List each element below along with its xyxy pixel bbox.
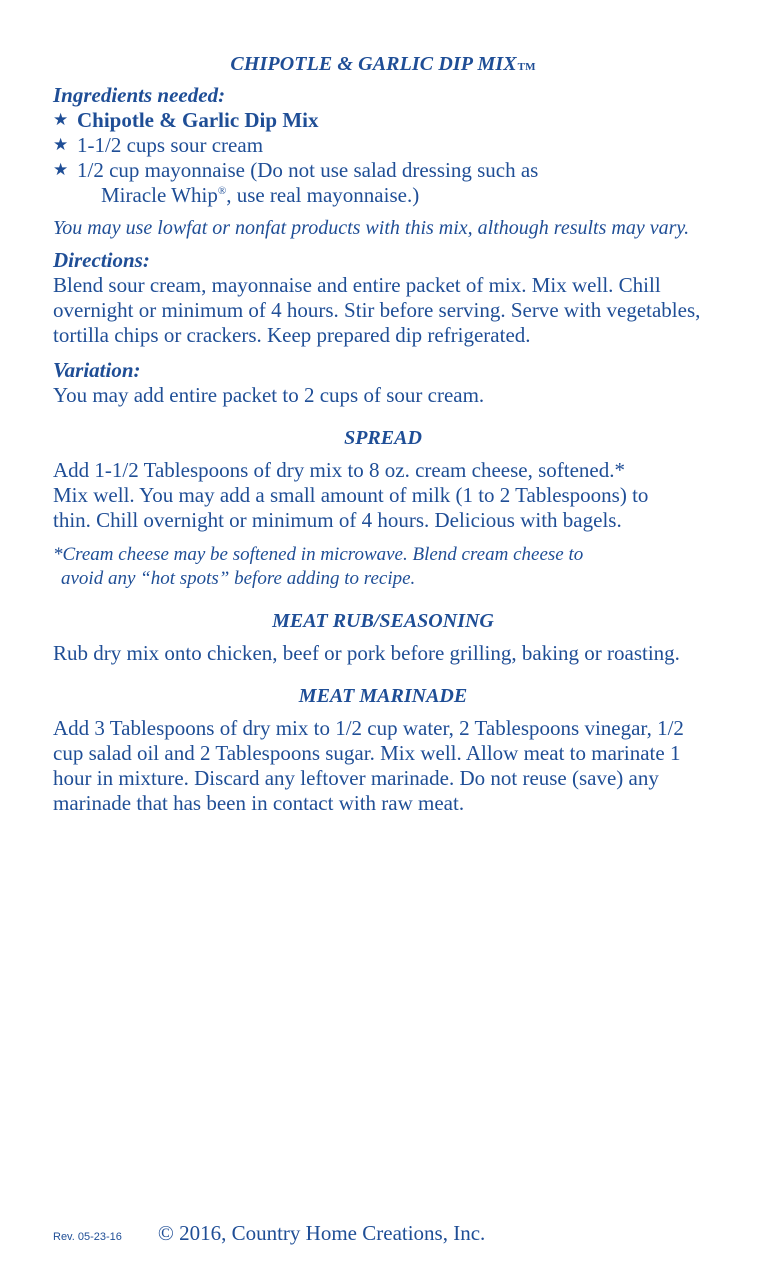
ingredient-item [53, 133, 713, 158]
meat-rub-text: Rub dry mix onto chicken, beef or pork before grilling, baking or roasting. [53, 641, 680, 665]
footer [53, 1221, 485, 1246]
spread-heading: SPREAD [344, 427, 422, 449]
lowfat-note: You may use lowfat or nonfat products with this mix, although results may vary. [53, 217, 690, 239]
registered-mark: ® [217, 185, 227, 197]
ingredients-list [53, 108, 713, 183]
page-title [53, 52, 713, 79]
title-text: CHIPOTLE & GARLIC DIP MIX [230, 53, 517, 75]
directions-label: Directions: [53, 248, 150, 272]
variation-label: Variation: [53, 358, 141, 382]
ingredient-text: Chipotle & Garlic Dip Mix [77, 108, 319, 132]
revision-date: Rev. 05-23-16 [53, 1231, 122, 1243]
ingredient-continuation [53, 183, 713, 208]
directions-text: Blend sour cream, mayonnaise and entire packet of mix. Mix well. Chill overnight or minimum of 4 hours. Stir before serving. Serve with vegetables, tortilla chips or crackers. Keep prepared dip refrigerated. [53, 273, 701, 347]
ingredient-continuation-pre: Miracle Whip [101, 183, 218, 207]
ingredient-continuation-post: , use real mayonnaise.) [226, 183, 420, 207]
trademark-mark: TM [517, 61, 536, 73]
ingredients-label: Ingredients needed: [53, 83, 226, 107]
meat-marinade-heading: MEAT MARINADE [298, 685, 468, 707]
spread-text: Add 1-1/2 Tablespoons of dry mix to 8 oz. cream cheese, softened.* Mix well. You may add a small amount of milk (1 to 2 Tablespoons) to thin. Chill overnight or minimum of 4 hours. Delicious with bagels. [53, 458, 649, 532]
star-icon: ★ [53, 110, 69, 130]
footnote-line-2: avoid any “hot spots” before adding to recipe. [61, 568, 416, 589]
ingredient-text: 1/2 cup mayonnaise (Do not use salad dressing such as [77, 158, 539, 182]
variation-text: You may add entire packet to 2 cups of sour cream. [53, 383, 485, 407]
star-icon: ★ [53, 160, 69, 180]
spread-footnote [53, 543, 713, 591]
ingredient-item [53, 108, 713, 133]
footnote-line-1: *Cream cheese may be softened in microwave. Blend cream cheese to [53, 544, 584, 565]
meat-marinade-text: Add 3 Tablespoons of dry mix to 1/2 cup water, 2 Tablespoons vinegar, 1/2 cup salad oil and 2 Tablespoons sugar. Mix well. Allow meat to marinate 1 hour in mixture. Discard any leftover marinade. Do not reuse (save) any marinade that has been in contact with raw meat. [53, 716, 684, 815]
ingredient-item [53, 158, 713, 183]
recipe-card [53, 52, 713, 816]
copyright-notice: © 2016, Country Home Creations, Inc. [157, 1221, 486, 1245]
meat-rub-heading: MEAT RUB/SEASONING [272, 610, 494, 632]
ingredient-text: 1-1/2 cups sour cream [77, 133, 264, 157]
star-icon: ★ [53, 135, 69, 155]
